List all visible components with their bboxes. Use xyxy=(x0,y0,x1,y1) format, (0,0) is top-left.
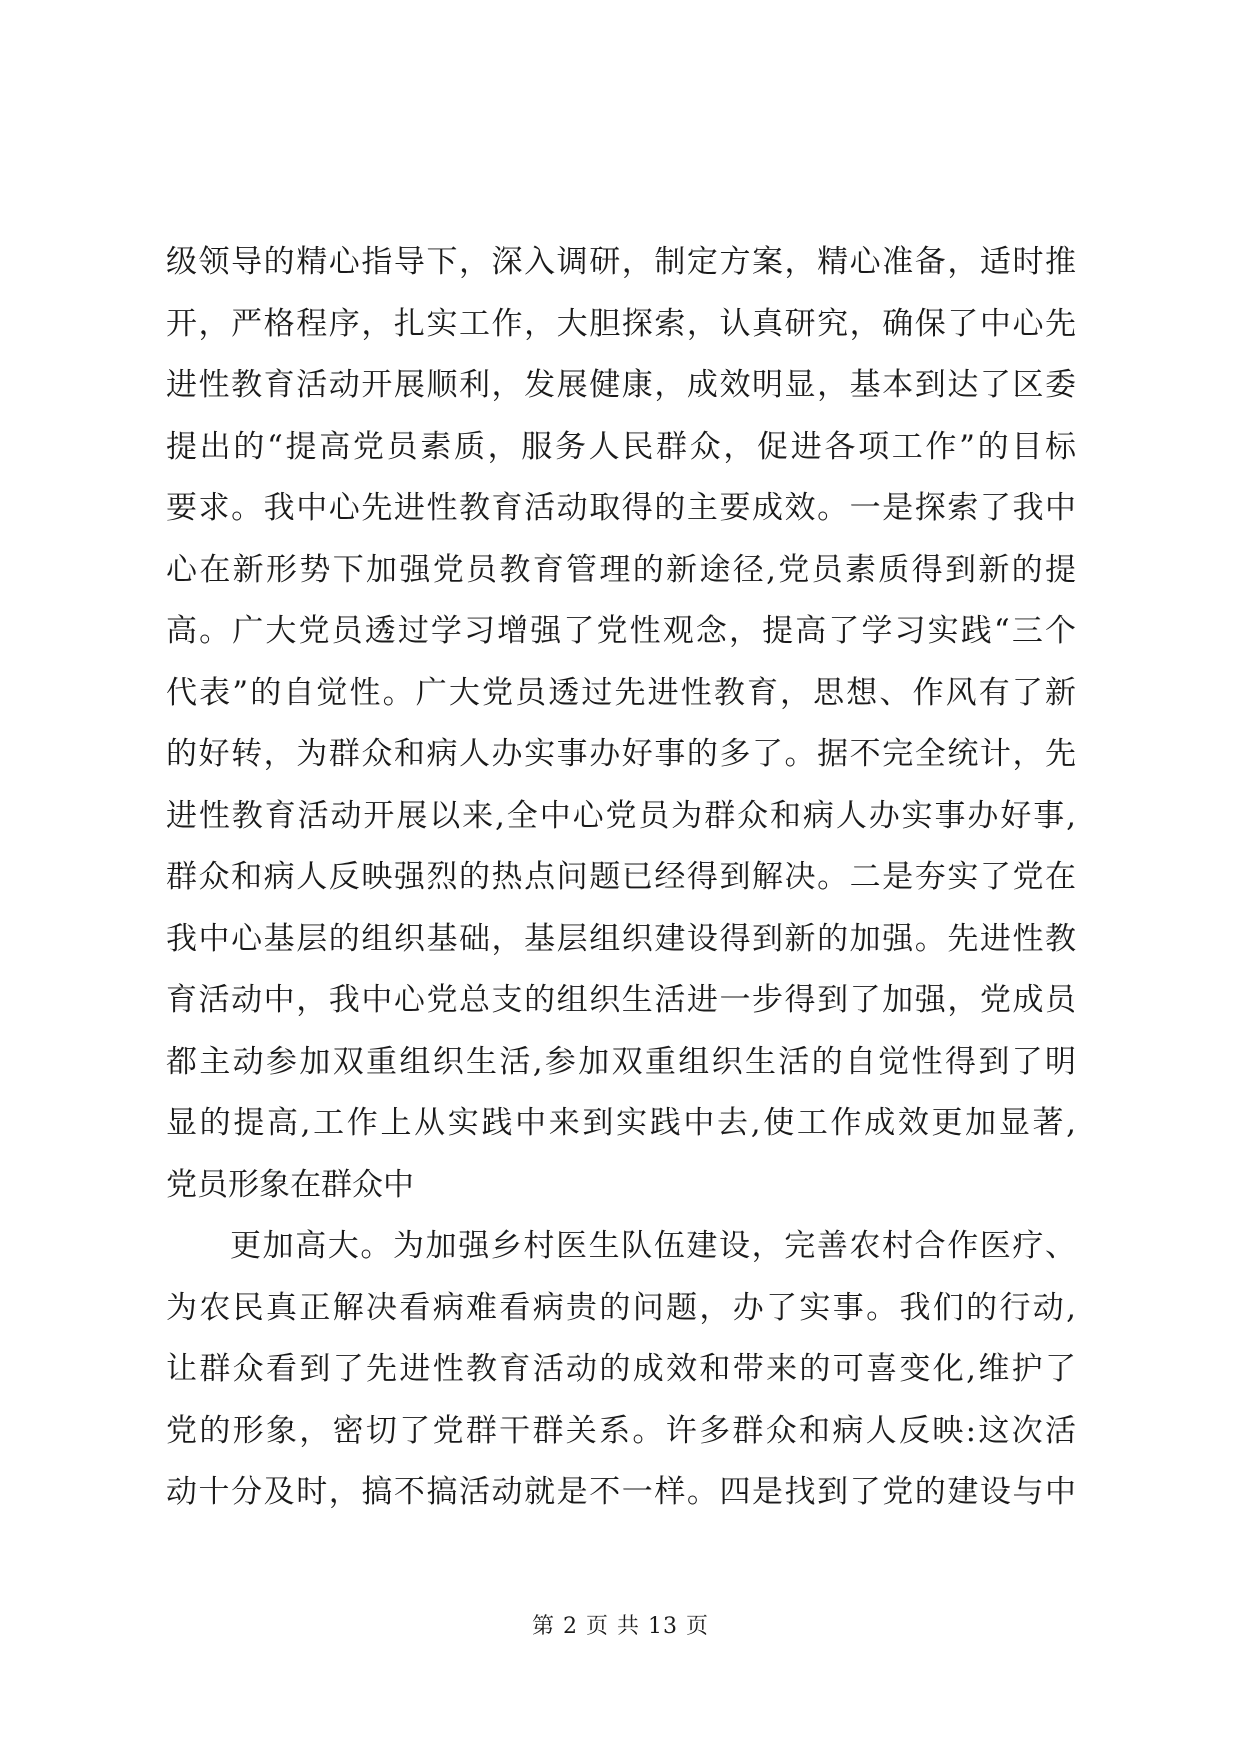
page-number-footer: 第 2 页 共 13 页 xyxy=(532,1614,709,1639)
text-line: 显的提高,工作上从实践中来到实践中去,使工作成效更加显著, xyxy=(166,1105,1076,1141)
text-line: 育活动中，我中心党总支的组织生活进一步得到了加强，党成员 xyxy=(166,982,1076,1018)
text-line: 动十分及时，搞不搞活动就是不一样。四是找到了党的建设与中 xyxy=(166,1474,1076,1510)
text-line: 进性教育活动开展以来,全中心党员为群众和病人办实事办好事, xyxy=(166,797,1076,834)
text-line: 群众和病人反映强烈的热点问题已经得到解决。二是夯实了党在 xyxy=(166,859,1076,895)
text-line: 党的形象，密切了党群干群关系。许多群众和病人反映:这次活 xyxy=(166,1412,1076,1449)
text-line: 开，严格程序，扎实工作，大胆探索，认真研究，确保了中心先 xyxy=(166,305,1076,342)
text-line: 我中心基层的组织基础，基层组织建设得到新的加强。先进性教 xyxy=(166,920,1076,957)
text-line: 党员形象在群众中 xyxy=(166,1166,414,1203)
text-line: 要求。我中心先进性教育活动取得的主要成效。一是探索了我中 xyxy=(166,490,1076,526)
text-line: 让群众看到了先进性教育活动的成效和带来的可喜变化,维护了 xyxy=(166,1351,1076,1387)
text-line: 高。广大党员透过学习增强了党性观念，提高了学习实践“三个 xyxy=(166,613,1076,649)
text-line: 更加高大。为加强乡村医生队伍建设，完善农村合作医疗、 xyxy=(230,1228,1076,1264)
text-line: 都主动参加双重组织生活,参加双重组织生活的自觉性得到了明 xyxy=(166,1043,1076,1080)
document-body xyxy=(166,232,1076,1524)
text-line: 进性教育活动开展顺利，发展健康，成效明显，基本到达了区委 xyxy=(166,367,1076,403)
text-line: 为农民真正解决看病难看病贵的问题，办了实事。我们的行动, xyxy=(166,1289,1076,1326)
text-line: 代表”的自觉性。广大党员透过先进性教育，思想、作风有了新 xyxy=(166,674,1076,711)
text-line: 的好转，为群众和病人办实事办好事的多了。据不完全统计，先 xyxy=(166,736,1076,772)
text-line: 级领导的精心指导下，深入调研，制定方案，精心准备，适时推 xyxy=(166,244,1076,280)
text-line: 提出的“提高党员素质，服务人民群众，促进各项工作”的目标 xyxy=(166,428,1076,465)
text-line: 心在新形势下加强党员教育管理的新途径,党员素质得到新的提 xyxy=(166,551,1076,588)
